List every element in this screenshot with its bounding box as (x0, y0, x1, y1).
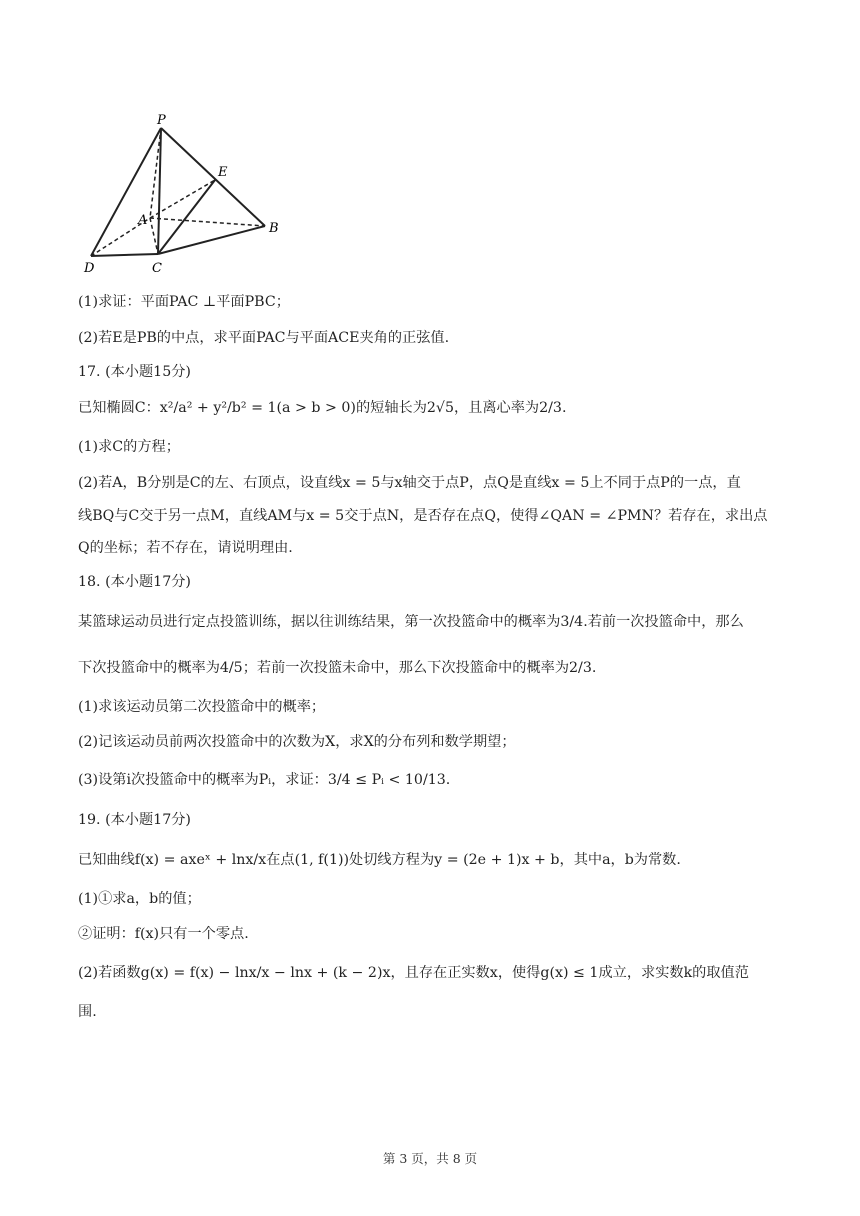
vertex-label-a: A (138, 213, 148, 228)
question-18-heading: 18. (本小题17分) (78, 574, 191, 590)
pyramid-figure (78, 108, 298, 278)
question-19-heading: 19. (本小题17分) (78, 812, 191, 828)
question-19-part-1-a: (1)①求a，b的值； (78, 891, 201, 907)
question-16-part-1: (1)求证：平面PAC ⊥平面PBC； (78, 294, 290, 310)
question-17-part-2-line-3: Q的坐标；若不存在，请说明理由. (78, 540, 293, 556)
vertex-label-p: P (157, 113, 166, 128)
vertex-label-d: D (84, 261, 95, 276)
question-17-part-1: (1)求C的方程； (78, 439, 180, 455)
question-19-part-1-b: ②证明：f(x)只有一个零点. (78, 926, 249, 942)
question-18-part-3: (3)设第i次投篮命中的概率为Pᵢ，求证：3/4 ≤ Pᵢ < 10/13. (78, 772, 451, 788)
question-18-part-2: (2)记该运动员前两次投篮命中的次数为X，求X的分布列和数学期望； (78, 734, 516, 750)
question-18-part-1: (1)求该运动员第二次投篮命中的概率； (78, 699, 326, 715)
question-16-part-2: (2)若E是PB的中点，求平面PAC与平面ACE夹角的正弦值. (78, 330, 450, 346)
question-19-part-2-line-1: (2)若函数g(x) = f(x) − lnx/x − lnx + (k − 2)x，且存在正实数x，使得g(x) ≤ 1成立，求实数k的取值范 (78, 965, 749, 981)
page-footer: 第 3 页，共 8 页 (382, 1151, 478, 1166)
question-17-part-2-line-2: 线BQ与C交于另一点M，直线AM与x = 5交于点N，是否存在点Q，使得∠QAN = ∠PMN？若存在，求出点 (78, 508, 768, 524)
question-18-stem-line-1: 某篮球运动员进行定点投篮训练，据以往训练结果，第一次投篮命中的概率为3/4.若前一次投篮命中，那么 (78, 614, 744, 630)
pyramid-diagram (78, 108, 298, 278)
vertex-label-c: C (152, 261, 162, 276)
question-17-part-2-line-1: (2)若A，B分别是C的左、右顶点，设直线x = 5与x轴交于点P，点Q是直线x = 5上不同于点P的一点，直 (78, 475, 741, 491)
question-19-part-2-line-2: 围. (78, 1004, 97, 1020)
question-19-stem: 已知曲线f(x) = axeˣ + lnx/x在点(1, f(1))处切线方程为y = (2e + 1)x + b，其中a，b为常数. (78, 852, 681, 868)
question-17-heading: 17. (本小题15分) (78, 364, 191, 380)
question-17-stem: 已知椭圆C：x²/a² + y²/b² = 1(a > b > 0)的短轴长为2√5，且离心率为2/3. (78, 400, 567, 416)
vertex-label-e: E (218, 165, 228, 180)
question-18-stem-line-2: 下次投篮命中的概率为4/5；若前一次投篮未命中，那么下次投篮命中的概率为2/3. (78, 660, 597, 676)
vertex-label-b: B (269, 221, 279, 236)
